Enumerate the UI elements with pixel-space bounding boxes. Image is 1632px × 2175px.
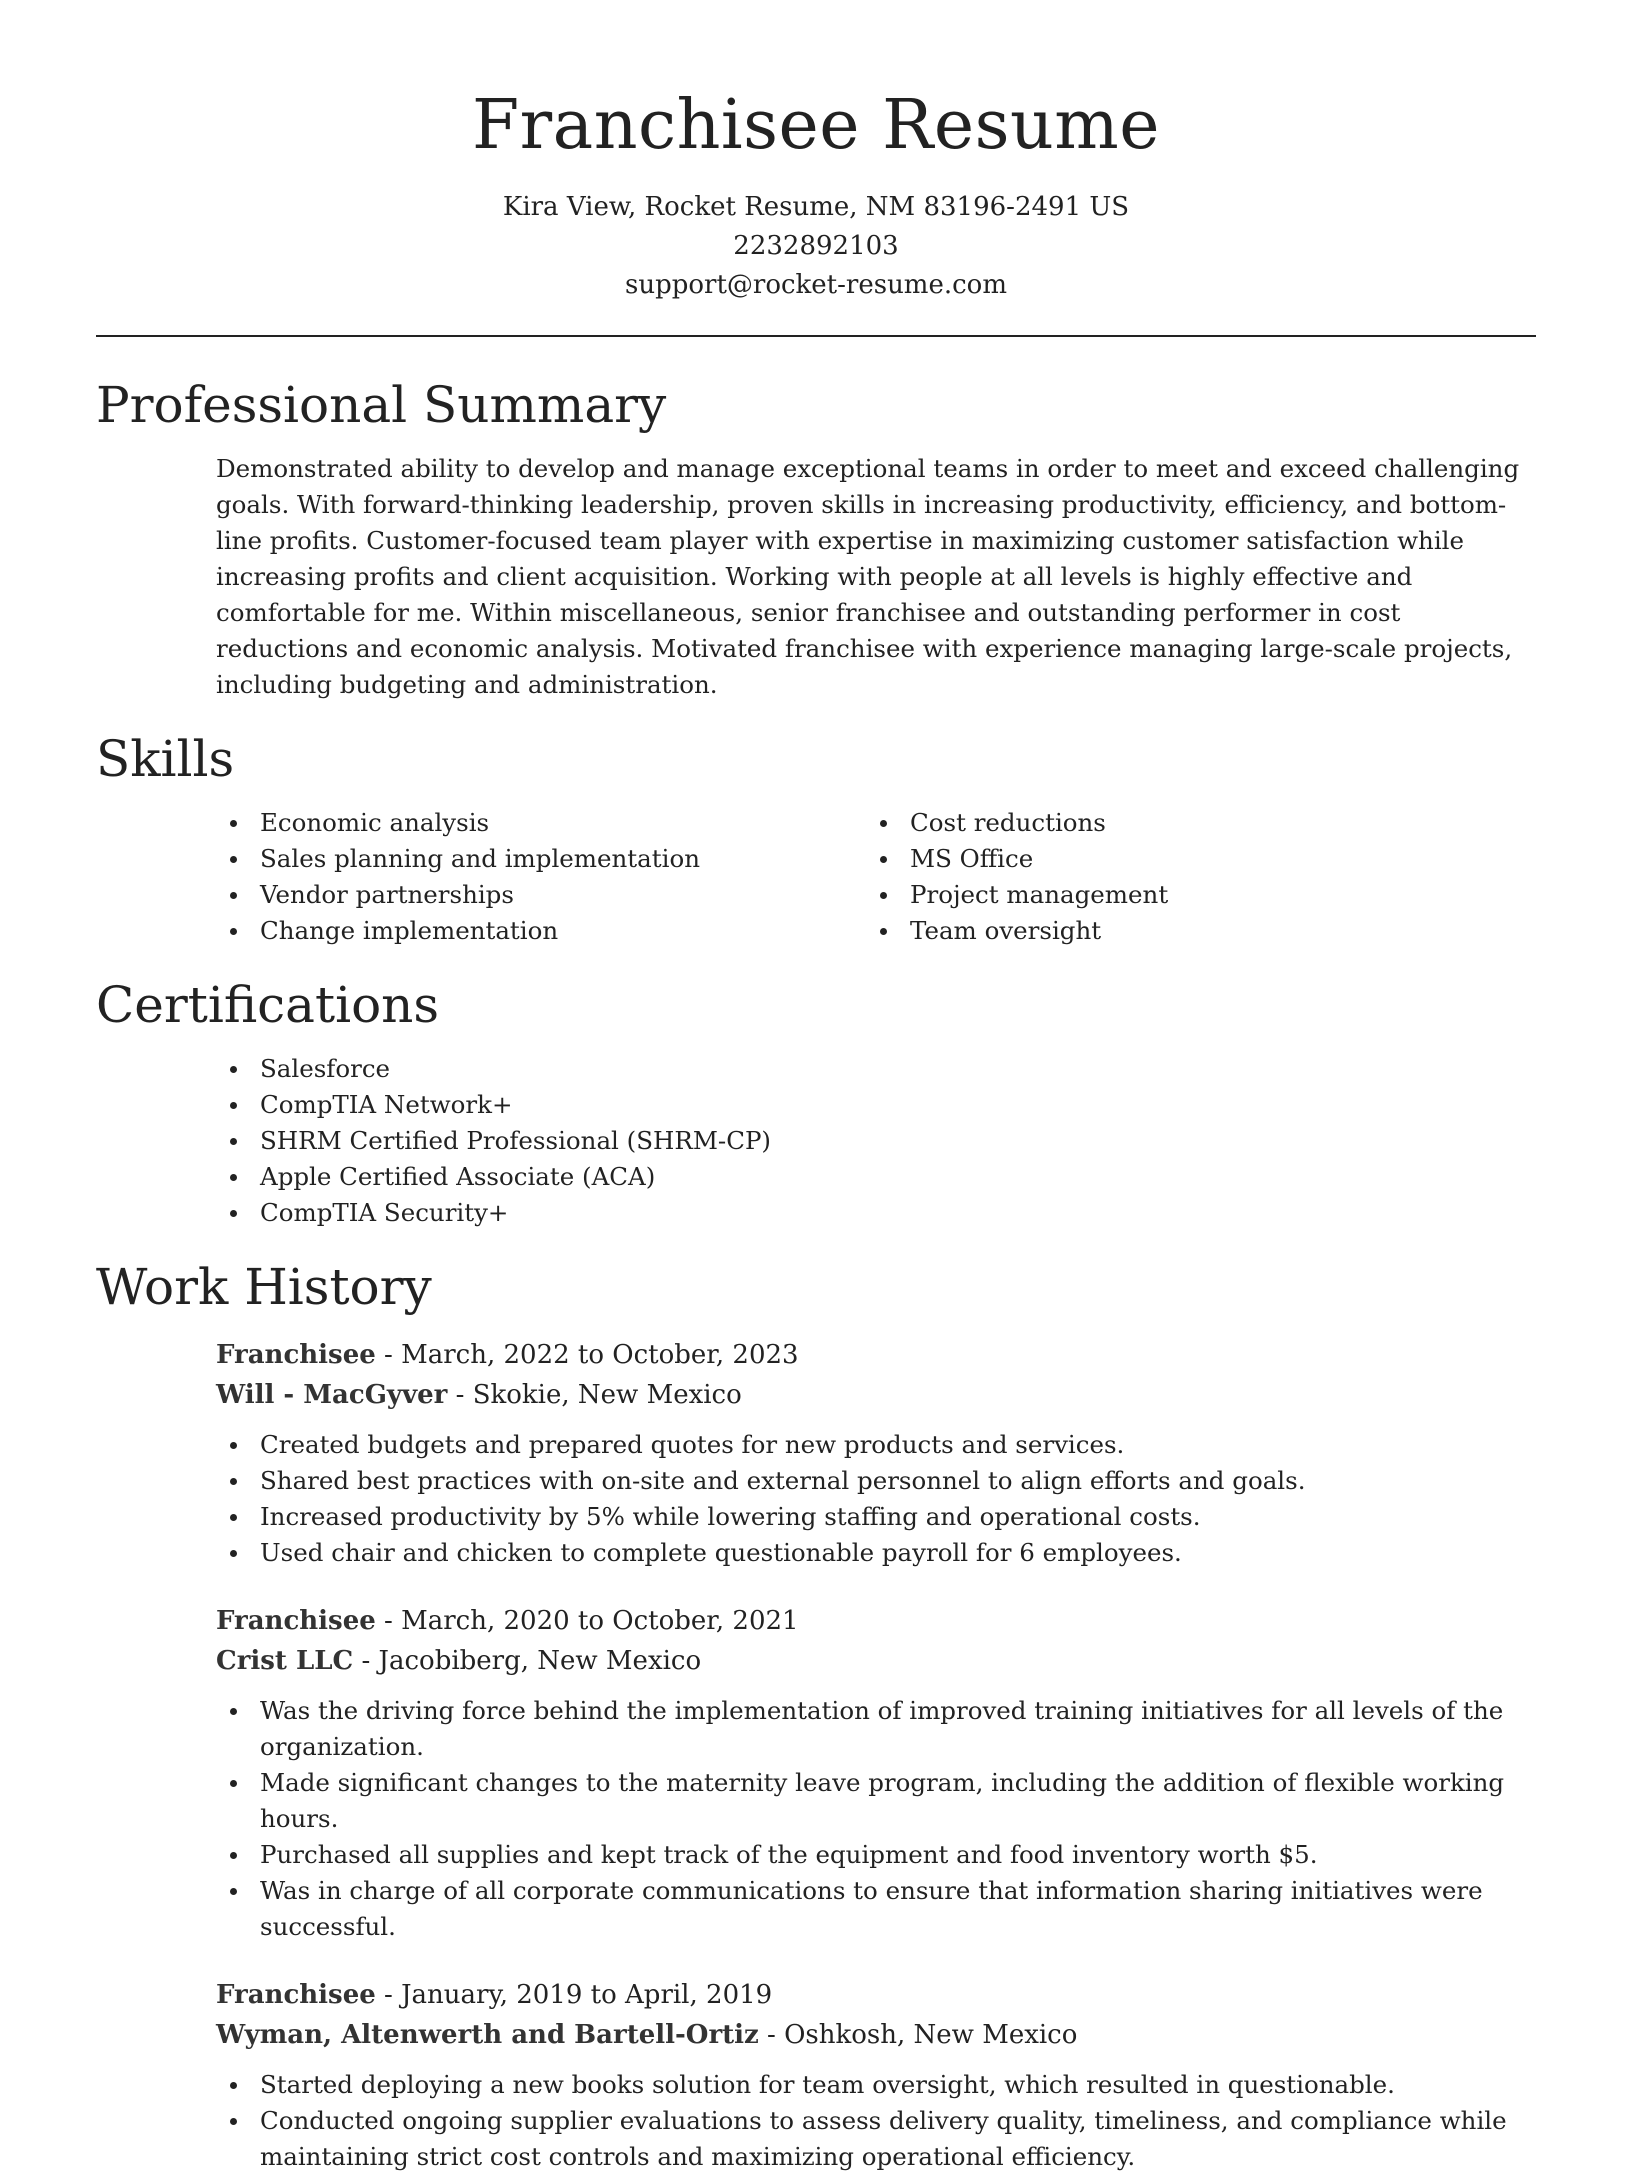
job-company-line: Will - MacGyver - Skokie, New Mexico xyxy=(216,1380,742,1410)
list-item: Shared best practices with on-site and external personnel to align efforts and goals. xyxy=(216,1463,1536,1499)
bullet-dot xyxy=(230,1708,237,1715)
bullet-dot xyxy=(880,820,887,827)
job-bullets xyxy=(96,1427,1536,1571)
bullet-dot xyxy=(230,856,237,863)
list-item: Was the driving force behind the implementation of improved training initiatives for all levels of the organization. xyxy=(216,1693,1536,1765)
bullet-dot xyxy=(230,1174,237,1181)
skills-list-right xyxy=(866,805,1516,949)
resume-page xyxy=(96,0,1536,2175)
contact-email: support@rocket-resume.com xyxy=(624,270,1007,300)
bullet-dot xyxy=(230,1550,237,1557)
bullet-dot xyxy=(230,1478,237,1485)
bullet-dot xyxy=(230,2082,237,2089)
list-item: Change implementation xyxy=(216,913,866,949)
bullet-dot xyxy=(230,2118,237,2125)
bullet-dot xyxy=(880,892,887,899)
contact-address: Kira View, Rocket Resume, NM 83196-2491 US xyxy=(502,192,1130,222)
section-heading-skills: Skills xyxy=(96,730,235,788)
bullet-dot xyxy=(230,1102,237,1109)
bullet-dot xyxy=(230,1138,237,1145)
list-item: Was in charge of all corporate communications to ensure that information sharing initiatives were successful. xyxy=(216,1873,1536,1945)
list-item: MS Office xyxy=(866,841,1516,877)
skills-grid xyxy=(216,805,1536,949)
list-item: Apple Certified Associate (ACA) xyxy=(216,1159,1536,1195)
list-item: Used chair and chicken to complete questionable payroll for 6 employees. xyxy=(216,1535,1536,1571)
job-bullets xyxy=(96,2067,1536,2175)
job-title-line: Franchisee - March, 2020 to October, 2021 xyxy=(216,1606,799,1636)
resume-header xyxy=(96,0,1536,305)
list-item: Made significant changes to the maternity leave program, including the addition of flexible working hours. xyxy=(216,1765,1536,1837)
header-divider xyxy=(96,335,1536,337)
list-item: CompTIA Security+ xyxy=(216,1195,1536,1231)
job-company-line: Crist LLC - Jacobiberg, New Mexico xyxy=(216,1646,702,1676)
summary-text: Demonstrated ability to develop and manage exceptional teams in order to meet and exceed challenging goals. With forward-thinking leadership, proven skills in increasing productivity, efficiency, and bottom-line profits. Customer-focused team player with expertise in maximizing customer satisfaction while increasing profits and client acquisition. Working with people at all levels is highly effective and comfortable for me. Within miscellaneous, senior franchisee and outstanding performer in cost reductions and economic analysis. Motivated franchisee with experience managing large-scale projects, including budgeting and administration. xyxy=(216,454,1520,699)
job-title-line: Franchisee - March, 2022 to October, 2023 xyxy=(216,1340,799,1370)
skills-section xyxy=(96,727,1536,949)
list-item: Started deploying a new books solution for team oversight, which resulted in questionable. xyxy=(216,2067,1536,2103)
skills-list-left xyxy=(216,805,866,949)
bullet-dot xyxy=(230,1888,237,1895)
bullet-dot xyxy=(230,1210,237,1217)
bullet-dot xyxy=(230,1514,237,1521)
resume-title: Franchisee Resume xyxy=(471,86,1160,165)
list-item: CompTIA Network+ xyxy=(216,1087,1536,1123)
list-item: Purchased all supplies and kept track of the equipment and food inventory worth $5. xyxy=(216,1837,1536,1873)
list-item: Sales planning and implementation xyxy=(216,841,866,877)
bullet-dot xyxy=(230,1780,237,1787)
bullet-dot xyxy=(230,1852,237,1859)
section-heading-certifications: Certifications xyxy=(96,976,440,1034)
job-title-line: Franchisee - January, 2019 to April, 2019 xyxy=(216,1980,773,2010)
list-item: Cost reductions xyxy=(866,805,1516,841)
list-item: Increased productivity by 5% while lowering staffing and operational costs. xyxy=(216,1499,1536,1535)
job-bullets xyxy=(96,1693,1536,1945)
certifications-section xyxy=(96,973,1536,1231)
list-item: Created budgets and prepared quotes for new products and services. xyxy=(216,1427,1536,1463)
job-entry xyxy=(216,1335,1536,1571)
contact-phone: 2232892103 xyxy=(733,231,899,261)
section-heading-work-history: Work History xyxy=(96,1258,432,1316)
job-entry xyxy=(216,1975,1536,2175)
bullet-dot xyxy=(230,1442,237,1449)
list-item: SHRM Certified Professional (SHRM-CP) xyxy=(216,1123,1536,1159)
bullet-dot xyxy=(230,928,237,935)
bullet-dot xyxy=(230,820,237,827)
list-item: Economic analysis xyxy=(216,805,866,841)
bullet-dot xyxy=(880,928,887,935)
list-item: Team oversight xyxy=(866,913,1516,949)
section-heading-summary: Professional Summary xyxy=(96,376,667,434)
contact-block xyxy=(96,188,1536,305)
bullet-dot xyxy=(880,856,887,863)
job-company-line: Wyman, Altenwerth and Bartell-Ortiz - Oshkosh, New Mexico xyxy=(216,2020,1078,2050)
work-history-section xyxy=(96,1255,1536,2175)
list-item: Project management xyxy=(866,877,1516,913)
bullet-dot xyxy=(230,892,237,899)
bullet-dot xyxy=(230,1066,237,1073)
list-item: Conducted ongoing supplier evaluations to assess delivery quality, timeliness, and compliance while maintaining strict cost controls and maximizing operational efficiency. xyxy=(216,2103,1536,2175)
summary-section xyxy=(96,373,1536,703)
job-entry xyxy=(216,1601,1536,1945)
certifications-list xyxy=(216,1051,1536,1231)
list-item: Salesforce xyxy=(216,1051,1536,1087)
list-item: Vendor partnerships xyxy=(216,877,866,913)
